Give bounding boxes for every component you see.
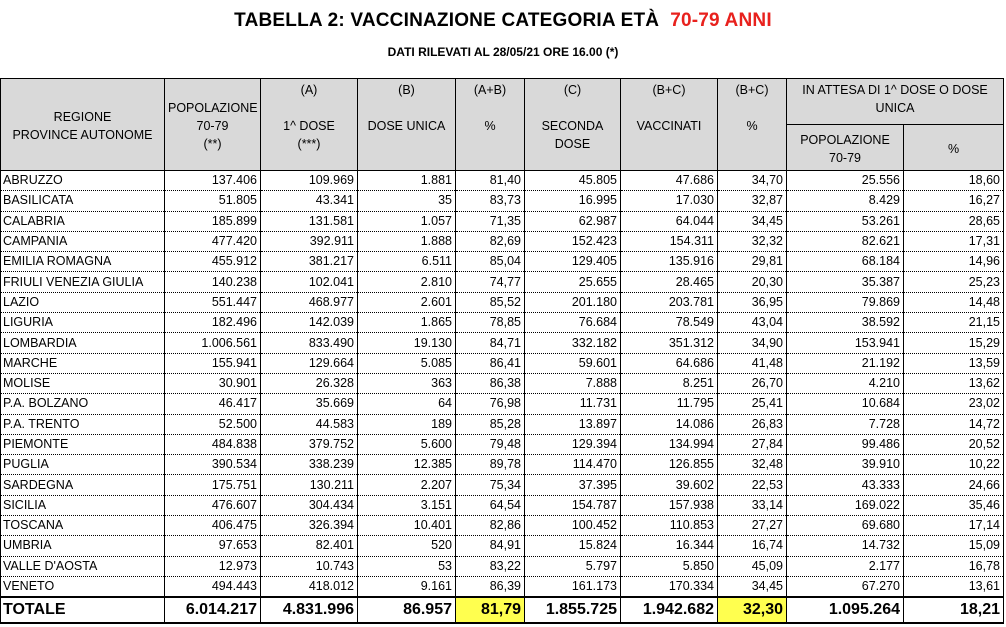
cell-vaccinati: 78.549 (621, 313, 718, 333)
cell-seconda-dose: 129.394 (525, 434, 621, 454)
cell-prima-dose: 392.911 (261, 231, 358, 251)
cell-attesa-popolazione: 38.592 (787, 313, 904, 333)
header-a-tag: (A) (300, 83, 318, 97)
cell-popolazione: 476.607 (165, 495, 261, 515)
table-row (1, 576, 1004, 597)
cell-bc-percent: 41,48 (718, 353, 787, 373)
cell-attesa-popolazione: 2.177 (787, 556, 904, 576)
cell-seconda-dose: 114.470 (525, 455, 621, 475)
cell-dose-unica: 19.130 (358, 333, 456, 353)
table-row (1, 171, 1004, 191)
page-title (0, 10, 1006, 32)
cell-attesa-percent: 21,15 (904, 313, 1004, 333)
table-row (1, 455, 1004, 475)
header-popolazione-line2: 70-79 (196, 118, 229, 133)
cell-prima-dose: 44.583 (261, 414, 358, 434)
table-row (1, 414, 1004, 434)
page-subtitle: DATI RILEVATI AL 28/05/21 ORE 16.00 (*) (387, 45, 619, 59)
cell-regione: MOLISE (1, 373, 165, 393)
cell-prima-dose: 109.969 (261, 171, 358, 191)
cell-dose-unica: 6.511 (358, 252, 456, 272)
cell-seconda-dose: 161.173 (525, 576, 621, 597)
cell-attesa-percent: 15,29 (904, 333, 1004, 353)
cell-bc-percent: 33,14 (718, 495, 787, 515)
cell-bc-percent: 34,45 (718, 211, 787, 231)
cell-ab-percent: 75,34 (456, 475, 525, 495)
table-row (1, 191, 1004, 211)
cell-dose-unica: 35 (358, 191, 456, 211)
cell-seconda-dose: 62.987 (525, 211, 621, 231)
cell-prima-dose: 43.341 (261, 191, 358, 211)
cell-vaccinati: 28.465 (621, 272, 718, 292)
cell-bc-percent: 25,41 (718, 394, 787, 414)
cell-bc-percent: 34,70 (718, 171, 787, 191)
table-body (1, 171, 1004, 598)
header-a-label: 1^ DOSE (283, 119, 335, 133)
cell-ab-percent: 78,85 (456, 313, 525, 333)
cell-attesa-popolazione: 153.941 (787, 333, 904, 353)
header-bc-tag: (B+C) (652, 83, 686, 97)
cell-attesa-popolazione: 67.270 (787, 576, 904, 597)
cell-regione: LIGURIA (1, 313, 165, 333)
cell-ab-percent: 85,04 (456, 252, 525, 272)
table-row (1, 292, 1004, 312)
cell-attesa-popolazione: 35.387 (787, 272, 904, 292)
cell-regione: EMILIA ROMAGNA (1, 252, 165, 272)
cell-vaccinati: 110.853 (621, 516, 718, 536)
cell-vaccinati: 47.686 (621, 171, 718, 191)
cell-popolazione: 182.496 (165, 313, 261, 333)
cell-attesa-percent: 13,62 (904, 373, 1004, 393)
total-seconda-dose: 1.855.725 (525, 597, 621, 623)
cell-attesa-percent: 17,14 (904, 516, 1004, 536)
cell-vaccinati: 154.311 (621, 231, 718, 251)
cell-bc-percent: 32,48 (718, 455, 787, 475)
header-c-tag: (C) (563, 83, 582, 97)
cell-prima-dose: 338.239 (261, 455, 358, 475)
cell-seconda-dose: 13.897 (525, 414, 621, 434)
cell-prima-dose: 379.752 (261, 434, 358, 454)
cell-dose-unica: 3.151 (358, 495, 456, 515)
cell-vaccinati: 11.795 (621, 394, 718, 414)
header-b-label: DOSE UNICA (367, 119, 446, 133)
cell-regione: VALLE D'AOSTA (1, 556, 165, 576)
cell-attesa-popolazione: 99.486 (787, 434, 904, 454)
cell-prima-dose: 82.401 (261, 536, 358, 556)
cell-seconda-dose: 16.995 (525, 191, 621, 211)
table-row (1, 252, 1004, 272)
cell-attesa-percent: 23,02 (904, 394, 1004, 414)
cell-seconda-dose: 45.805 (525, 171, 621, 191)
cell-regione: SARDEGNA (1, 475, 165, 495)
cell-regione: TOSCANA (1, 516, 165, 536)
cell-bc-percent: 26,70 (718, 373, 787, 393)
cell-attesa-popolazione: 68.184 (787, 252, 904, 272)
cell-bc-percent: 29,81 (718, 252, 787, 272)
cell-dose-unica: 520 (358, 536, 456, 556)
header-bc-percent (718, 79, 787, 171)
cell-dose-unica: 10.401 (358, 516, 456, 536)
cell-dose-unica: 64 (358, 394, 456, 414)
cell-ab-percent: 81,40 (456, 171, 525, 191)
header-seconda-dose (525, 79, 621, 171)
header-ab-label: % (484, 119, 496, 133)
table-row (1, 313, 1004, 333)
cell-seconda-dose: 59.601 (525, 353, 621, 373)
cell-attesa-popolazione: 39.910 (787, 455, 904, 475)
header-prima-dose (261, 79, 358, 171)
cell-ab-percent: 86,38 (456, 373, 525, 393)
header-a-note: (***) (297, 137, 321, 151)
table-row (1, 231, 1004, 251)
cell-regione: P.A. BOLZANO (1, 394, 165, 414)
cell-vaccinati: 126.855 (621, 455, 718, 475)
cell-seconda-dose: 76.684 (525, 313, 621, 333)
cell-regione: BASILICATA (1, 191, 165, 211)
cell-prima-dose: 381.217 (261, 252, 358, 272)
cell-vaccinati: 14.086 (621, 414, 718, 434)
cell-ab-percent: 86,41 (456, 353, 525, 373)
cell-attesa-percent: 14,96 (904, 252, 1004, 272)
cell-popolazione: 51.805 (165, 191, 261, 211)
cell-dose-unica: 2.601 (358, 292, 456, 312)
cell-regione: CALABRIA (1, 211, 165, 231)
cell-vaccinati: 351.312 (621, 333, 718, 353)
cell-attesa-popolazione: 25.556 (787, 171, 904, 191)
cell-attesa-percent: 24,66 (904, 475, 1004, 495)
cell-vaccinati: 16.344 (621, 536, 718, 556)
cell-seconda-dose: 201.180 (525, 292, 621, 312)
total-ab-percent: 81,79 (456, 597, 525, 623)
cell-prima-dose: 129.664 (261, 353, 358, 373)
cell-attesa-percent: 13,61 (904, 576, 1004, 597)
cell-attesa-popolazione: 7.728 (787, 414, 904, 434)
cell-prima-dose: 26.328 (261, 373, 358, 393)
cell-popolazione: 52.500 (165, 414, 261, 434)
cell-prima-dose: 833.490 (261, 333, 358, 353)
cell-popolazione: 494.443 (165, 576, 261, 597)
cell-popolazione: 455.912 (165, 252, 261, 272)
cell-bc-percent: 26,83 (718, 414, 787, 434)
cell-regione: MARCHE (1, 353, 165, 373)
header-attesa-pop-line1: POPOLAZIONE (800, 132, 890, 147)
cell-ab-percent: 83,22 (456, 556, 525, 576)
title-age-range: 70-79 ANNI (670, 10, 772, 31)
cell-ab-percent: 83,73 (456, 191, 525, 211)
cell-ab-percent: 82,69 (456, 231, 525, 251)
header-dose-unica (358, 79, 456, 171)
table-row (1, 556, 1004, 576)
cell-ab-percent: 84,71 (456, 333, 525, 353)
cell-attesa-popolazione: 43.333 (787, 475, 904, 495)
cell-ab-percent: 82,86 (456, 516, 525, 536)
cell-dose-unica: 1.888 (358, 231, 456, 251)
total-dose-unica: 86.957 (358, 597, 456, 623)
cell-attesa-percent: 17,31 (904, 231, 1004, 251)
header-popolazione (165, 79, 261, 171)
cell-attesa-popolazione: 4.210 (787, 373, 904, 393)
cell-regione: LOMBARDIA (1, 333, 165, 353)
cell-vaccinati: 64.044 (621, 211, 718, 231)
cell-popolazione: 390.534 (165, 455, 261, 475)
header-attesa-percent: % (904, 125, 1004, 171)
cell-dose-unica: 1.057 (358, 211, 456, 231)
cell-ab-percent: 71,35 (456, 211, 525, 231)
cell-dose-unica: 1.865 (358, 313, 456, 333)
cell-regione: ABRUZZO (1, 171, 165, 191)
cell-attesa-popolazione: 69.680 (787, 516, 904, 536)
cell-ab-percent: 84,91 (456, 536, 525, 556)
cell-popolazione: 137.406 (165, 171, 261, 191)
cell-attesa-popolazione: 8.429 (787, 191, 904, 211)
cell-seconda-dose: 15.824 (525, 536, 621, 556)
table-row (1, 434, 1004, 454)
cell-seconda-dose: 332.182 (525, 333, 621, 353)
header-b-tag: (B) (398, 83, 415, 97)
cell-popolazione: 97.653 (165, 536, 261, 556)
title-prefix: TABELLA 2: VACCINAZIONE CATEGORIA ETÀ (234, 10, 660, 31)
cell-popolazione: 175.751 (165, 475, 261, 495)
cell-seconda-dose: 152.423 (525, 231, 621, 251)
cell-prima-dose: 418.012 (261, 576, 358, 597)
cell-prima-dose: 142.039 (261, 313, 358, 333)
cell-attesa-percent: 14,72 (904, 414, 1004, 434)
header-popolazione-line1: POPOLAZIONE (168, 100, 258, 115)
total-prima-dose: 4.831.996 (261, 597, 358, 623)
cell-dose-unica: 5.600 (358, 434, 456, 454)
cell-ab-percent: 74,77 (456, 272, 525, 292)
cell-attesa-percent: 13,59 (904, 353, 1004, 373)
cell-popolazione: 12.973 (165, 556, 261, 576)
cell-popolazione: 46.417 (165, 394, 261, 414)
header-vaccinati (621, 79, 718, 171)
total-label: TOTALE (1, 597, 165, 623)
cell-popolazione: 406.475 (165, 516, 261, 536)
cell-attesa-popolazione: 169.022 (787, 495, 904, 515)
cell-attesa-percent: 10,22 (904, 455, 1004, 475)
table-row (1, 211, 1004, 231)
cell-popolazione: 140.238 (165, 272, 261, 292)
cell-vaccinati: 8.251 (621, 373, 718, 393)
cell-bc-percent: 45,09 (718, 556, 787, 576)
vaccination-table (0, 78, 1004, 624)
cell-attesa-percent: 25,23 (904, 272, 1004, 292)
cell-popolazione: 1.006.561 (165, 333, 261, 353)
cell-vaccinati: 157.938 (621, 495, 718, 515)
cell-popolazione: 551.447 (165, 292, 261, 312)
cell-seconda-dose: 5.797 (525, 556, 621, 576)
cell-dose-unica: 363 (358, 373, 456, 393)
cell-popolazione: 30.901 (165, 373, 261, 393)
cell-prima-dose: 35.669 (261, 394, 358, 414)
cell-dose-unica: 5.085 (358, 353, 456, 373)
table-row (1, 536, 1004, 556)
cell-seconda-dose: 129.405 (525, 252, 621, 272)
total-bc-percent: 32,30 (718, 597, 787, 623)
cell-prima-dose: 131.581 (261, 211, 358, 231)
cell-seconda-dose: 100.452 (525, 516, 621, 536)
cell-seconda-dose: 7.888 (525, 373, 621, 393)
cell-ab-percent: 64,54 (456, 495, 525, 515)
cell-bc-percent: 43,04 (718, 313, 787, 333)
header-c-label: SECONDA DOSE (541, 119, 604, 151)
header-ab-tag: (A+B) (473, 83, 507, 97)
cell-prima-dose: 304.434 (261, 495, 358, 515)
cell-vaccinati: 170.334 (621, 576, 718, 597)
cell-ab-percent: 86,39 (456, 576, 525, 597)
cell-popolazione: 477.420 (165, 231, 261, 251)
cell-bc-percent: 27,27 (718, 516, 787, 536)
cell-attesa-popolazione: 10.684 (787, 394, 904, 414)
header-attesa-popolazione (787, 125, 904, 171)
cell-attesa-percent: 18,60 (904, 171, 1004, 191)
header-in-attesa: IN ATTESA DI 1^ DOSE O DOSE UNICA (787, 79, 1004, 125)
cell-bc-percent: 34,45 (718, 576, 787, 597)
cell-ab-percent: 76,98 (456, 394, 525, 414)
table-row (1, 272, 1004, 292)
table-row (1, 394, 1004, 414)
cell-regione: UMBRIA (1, 536, 165, 556)
cell-bc-percent: 34,90 (718, 333, 787, 353)
table-row (1, 353, 1004, 373)
cell-regione: PUGLIA (1, 455, 165, 475)
table-row (1, 495, 1004, 515)
cell-attesa-percent: 28,65 (904, 211, 1004, 231)
cell-attesa-popolazione: 14.732 (787, 536, 904, 556)
cell-prima-dose: 102.041 (261, 272, 358, 292)
table-row (1, 516, 1004, 536)
cell-popolazione: 484.838 (165, 434, 261, 454)
cell-popolazione: 185.899 (165, 211, 261, 231)
cell-ab-percent: 85,52 (456, 292, 525, 312)
table-row (1, 475, 1004, 495)
cell-bc-percent: 20,30 (718, 272, 787, 292)
cell-bc-percent: 27,84 (718, 434, 787, 454)
cell-dose-unica: 9.161 (358, 576, 456, 597)
cell-attesa-percent: 15,09 (904, 536, 1004, 556)
cell-ab-percent: 85,28 (456, 414, 525, 434)
total-attesa-percent: 18,21 (904, 597, 1004, 623)
cell-regione: PIEMONTE (1, 434, 165, 454)
table-row (1, 373, 1004, 393)
cell-seconda-dose: 154.787 (525, 495, 621, 515)
cell-regione: FRIULI VENEZIA GIULIA (1, 272, 165, 292)
cell-regione: CAMPANIA (1, 231, 165, 251)
cell-bc-percent: 36,95 (718, 292, 787, 312)
cell-dose-unica: 2.207 (358, 475, 456, 495)
cell-attesa-popolazione: 79.869 (787, 292, 904, 312)
total-vaccinati: 1.942.682 (621, 597, 718, 623)
cell-ab-percent: 79,48 (456, 434, 525, 454)
cell-vaccinati: 5.850 (621, 556, 718, 576)
cell-regione: VENETO (1, 576, 165, 597)
cell-regione: P.A. TRENTO (1, 414, 165, 434)
cell-vaccinati: 64.686 (621, 353, 718, 373)
header-regione (1, 79, 165, 171)
cell-attesa-popolazione: 82.621 (787, 231, 904, 251)
cell-regione: SICILIA (1, 495, 165, 515)
cell-attesa-percent: 16,27 (904, 191, 1004, 211)
header-bc-label: VACCINATI (636, 119, 702, 133)
header-bcp-tag: (B+C) (735, 83, 769, 97)
header-attesa-pop-line2: 70-79 (829, 150, 861, 165)
cell-dose-unica: 2.810 (358, 272, 456, 292)
header-regione-line2: PROVINCE AUTONOME (12, 127, 153, 142)
cell-regione: LAZIO (1, 292, 165, 312)
cell-vaccinati: 39.602 (621, 475, 718, 495)
cell-dose-unica: 189 (358, 414, 456, 434)
cell-prima-dose: 10.743 (261, 556, 358, 576)
cell-seconda-dose: 11.731 (525, 394, 621, 414)
cell-bc-percent: 32,87 (718, 191, 787, 211)
table-row (1, 333, 1004, 353)
cell-attesa-percent: 16,78 (904, 556, 1004, 576)
total-row (1, 597, 1004, 623)
cell-attesa-percent: 35,46 (904, 495, 1004, 515)
cell-attesa-percent: 14,48 (904, 292, 1004, 312)
cell-seconda-dose: 25.655 (525, 272, 621, 292)
header-regione-line1: REGIONE (53, 109, 112, 124)
cell-prima-dose: 326.394 (261, 516, 358, 536)
cell-dose-unica: 1.881 (358, 171, 456, 191)
cell-attesa-percent: 20,52 (904, 434, 1004, 454)
cell-attesa-popolazione: 53.261 (787, 211, 904, 231)
cell-bc-percent: 32,32 (718, 231, 787, 251)
cell-dose-unica: 12.385 (358, 455, 456, 475)
cell-popolazione: 155.941 (165, 353, 261, 373)
total-attesa-popolazione: 1.095.264 (787, 597, 904, 623)
cell-bc-percent: 16,74 (718, 536, 787, 556)
cell-vaccinati: 134.994 (621, 434, 718, 454)
cell-vaccinati: 203.781 (621, 292, 718, 312)
header-bcp-label: % (746, 119, 758, 133)
header-popolazione-line3: (**) (203, 136, 222, 151)
cell-prima-dose: 468.977 (261, 292, 358, 312)
cell-vaccinati: 17.030 (621, 191, 718, 211)
header-ab-percent (456, 79, 525, 171)
cell-dose-unica: 53 (358, 556, 456, 576)
cell-ab-percent: 89,78 (456, 455, 525, 475)
total-popolazione: 6.014.217 (165, 597, 261, 623)
cell-prima-dose: 130.211 (261, 475, 358, 495)
cell-vaccinati: 135.916 (621, 252, 718, 272)
cell-attesa-popolazione: 21.192 (787, 353, 904, 373)
cell-seconda-dose: 37.395 (525, 475, 621, 495)
cell-bc-percent: 22,53 (718, 475, 787, 495)
